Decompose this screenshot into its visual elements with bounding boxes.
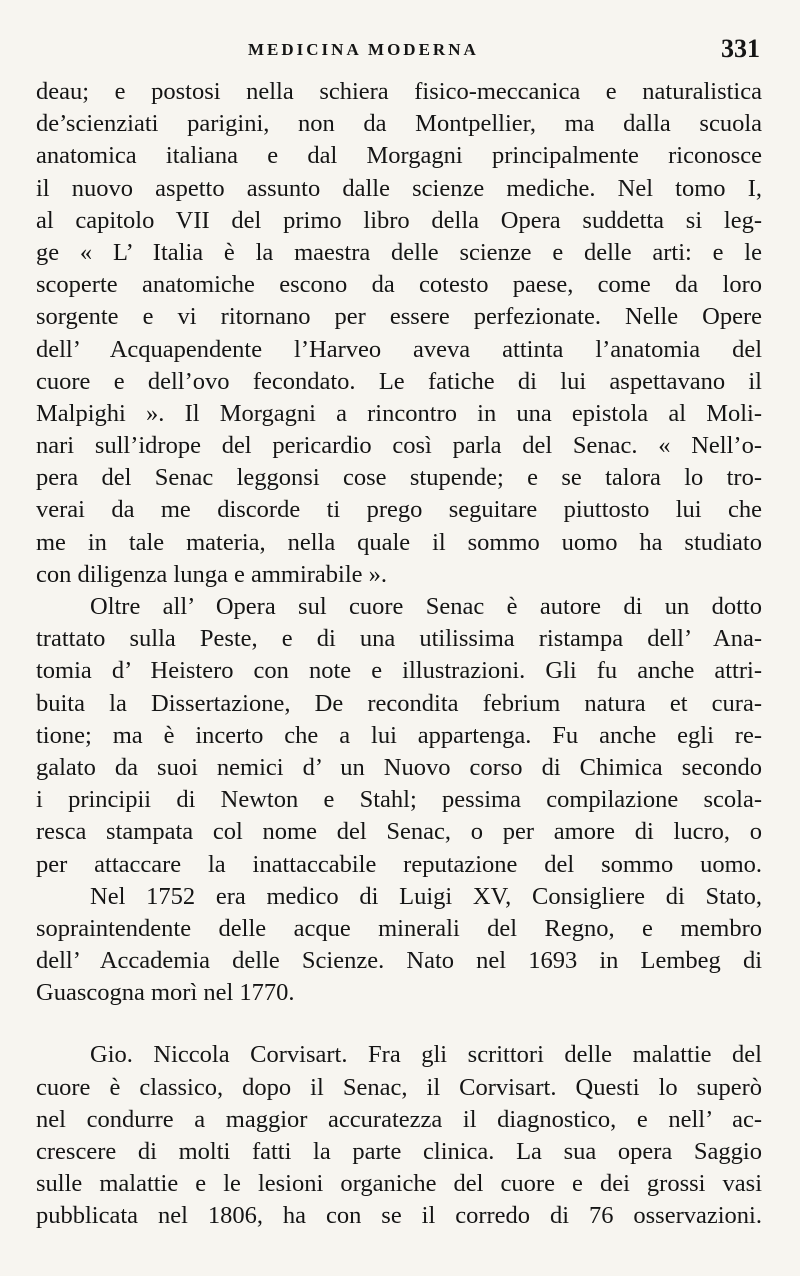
text-line: pera del Senac leggonsi cose stupende; e se talora lo tro- bbox=[36, 464, 762, 492]
text-line: Nel 1752 era medico di Luigi XV, Consigliere di Stato, bbox=[90, 882, 762, 910]
text-line: nari sull’idrope del pericardio così parla del Senac. « Nell’o- bbox=[36, 432, 762, 460]
text-line: deau; e postosi nella schiera fisico-meccanica e naturalistica bbox=[36, 78, 762, 105]
text-line: verai da me discorde ti prego seguitare piuttosto lui che bbox=[36, 496, 762, 524]
text-line: resca stampata col nome del Senac, o per amore di lucro, o bbox=[36, 818, 762, 846]
text-line: scoperte anatomiche escono da cotesto paese, come da loro bbox=[36, 271, 762, 299]
text-line: dell’ Acquapendente l’Harveo aveva attinta l’anatomia del bbox=[36, 335, 762, 363]
text-line: Oltre all’ Opera sul cuore Senac è autore di un dotto bbox=[90, 593, 762, 620]
text-line: Gio. Niccola Corvisart. Fra gli scrittori delle malattie del bbox=[90, 1041, 762, 1069]
text-line: sulle malattie e le lesioni organiche del cuore e dei grossi vasi bbox=[36, 1170, 762, 1198]
text-line: al capitolo VII del primo libro della Opera suddetta si leg- bbox=[36, 206, 762, 234]
paragraph-gap bbox=[36, 1009, 762, 1039]
running-head: MEDICINA MODERNA bbox=[248, 40, 479, 59]
text-line: ge « L’ Italia è la maestra delle scienze e delle arti: e le bbox=[36, 238, 762, 266]
text-line: Malpighi ». Il Morgagni a rincontro in una epistola al Moli- bbox=[36, 399, 762, 427]
text-line: anatomica italiana e dal Morgagni principalmente riconosce bbox=[36, 142, 762, 170]
text-line: tione; ma è incerto che a lui appartenga. Fu anche egli re- bbox=[36, 721, 762, 749]
text-line: de’scienziati parigini, non da Montpellier, ma dalla scuola bbox=[36, 110, 762, 138]
text-line: pubblicata nel 1806, ha con se il corredo di 76 osservazioni. bbox=[36, 1202, 762, 1230]
text-line: il nuovo aspetto assunto dalle scienze mediche. Nel tomo I, bbox=[36, 174, 762, 202]
text-line: tomia d’ Heistero con note e illustrazioni. Gli fu anche attri- bbox=[36, 657, 762, 685]
text-line: cuore e dell’ovo fecondato. Le fatiche di lui aspettavano il bbox=[36, 367, 762, 395]
text-line: con diligenza lunga e ammirabile ». bbox=[36, 560, 388, 588]
text-line: Guascogna morì nel 1770. bbox=[36, 979, 295, 1007]
text-line: sorgente e vi ritornano per essere perfezionate. Nelle Opere bbox=[36, 303, 762, 331]
text-line: per attaccare la inattaccabile reputazione del sommo uomo. bbox=[36, 850, 762, 878]
text-line: cuore è classico, dopo il Senac, il Corvisart. Questi lo superò bbox=[36, 1073, 762, 1101]
text-line: trattato sulla Peste, e di una utilissima ristampa dell’ Ana- bbox=[36, 625, 762, 653]
text-line: sopraintendente delle acque minerali del Regno, e membro bbox=[36, 914, 762, 942]
body-text bbox=[36, 76, 762, 1233]
text-line: nel condurre a maggior accuratezza il diagnostico, e nell’ ac- bbox=[36, 1105, 762, 1133]
text-line: i principii di Newton e Stahl; pessima compilazione scola- bbox=[36, 786, 762, 814]
text-line: dell’ Accademia delle Scienze. Nato nel 1693 in Lembeg di bbox=[36, 947, 762, 975]
text-line: crescere di molti fatti la parte clinica. La sua opera Saggio bbox=[36, 1138, 762, 1165]
page-header bbox=[0, 34, 800, 64]
text-line: galato da suoi nemici d’ un Nuovo corso di Chimica secondo bbox=[36, 753, 762, 781]
text-line: me in tale materia, nella quale il sommo uomo ha studiato bbox=[36, 528, 762, 556]
page-number: 331 bbox=[721, 34, 760, 63]
text-line: buita la Dissertazione, De recondita febrium natura et cura- bbox=[36, 689, 762, 717]
